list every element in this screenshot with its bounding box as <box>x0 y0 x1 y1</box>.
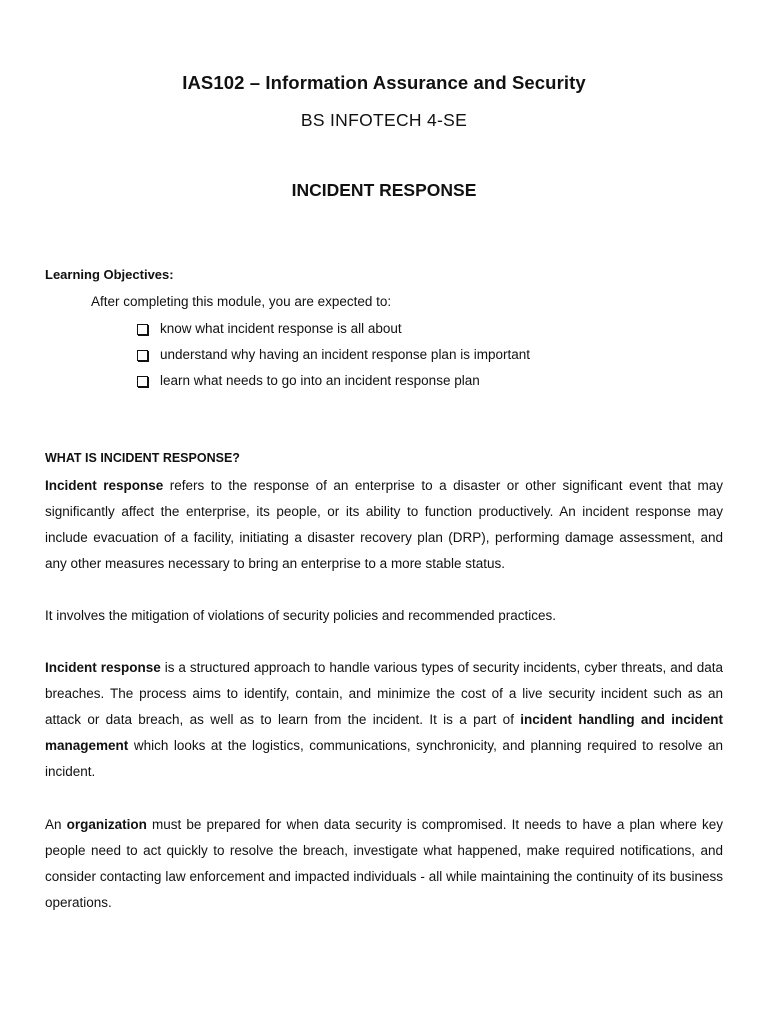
objective-text: understand why having an incident response plan is important <box>160 347 530 362</box>
module-title: INCIDENT RESPONSE <box>291 180 477 200</box>
paragraph-mitigation: It involves the mitigation of violations of security policies and recommended practices. <box>45 608 556 623</box>
learning-objectives-intro: After completing this module, you are expected to: <box>91 294 392 309</box>
bold-term: organization <box>66 817 147 832</box>
bold-term: Incident response <box>45 660 161 675</box>
bold-term: incident handling and incident management <box>45 712 724 753</box>
paragraph-text: which looks at the logistics, communications, synchronicity, and planning required to resolve an incident. <box>45 738 723 779</box>
list-item <box>135 346 530 372</box>
list-item <box>135 320 530 346</box>
paragraph-organization <box>45 812 723 916</box>
section-heading: WHAT IS INCIDENT RESPONSE? <box>45 451 240 465</box>
objective-text: know what incident response is all about <box>160 321 402 336</box>
bold-term: Incident response <box>45 478 164 493</box>
list-item <box>135 372 530 398</box>
learning-objectives-heading: Learning Objectives: <box>45 267 174 282</box>
checkbox-bullet-icon <box>137 324 148 335</box>
paragraph-definition <box>45 473 723 577</box>
objective-text: learn what needs to go into an incident response plan <box>160 373 480 388</box>
paragraph-text: refers to the response of an enterprise to a disaster or other significant event that may significantly affect the enterprise, its people, or its ability to function productively. An incident response may include evacuation of a facility, initiating a disaster recovery plan (DRP), performing damage assessment, and any other measures necessary to bring an enterprise to a more stable status. <box>45 478 723 571</box>
course-title: IAS102 – Information Assurance and Security <box>182 72 586 93</box>
checkbox-bullet-icon <box>137 350 148 361</box>
paragraph-approach <box>45 655 723 785</box>
paragraph-text: must be prepared for when data security is compromised. It needs to have a plan where key people need to act quickly to resolve the breach, investigate what happened, make required notifications, and consider contacting law enforcement and impacted individuals - all while maintaining the continuity of its business operations. <box>45 817 723 910</box>
checkbox-bullet-icon <box>137 376 148 387</box>
paragraph-text: is a structured approach to handle various types of security incidents, cyber threats, and data breaches. The process aims to identify, contain, and minimize the cost of a live security incident such as an attack or data breach, as well as to learn from the incident. It is a part of <box>45 660 724 727</box>
objectives-list <box>135 320 530 398</box>
program-name: BS INFOTECH 4-SE <box>300 110 468 130</box>
paragraph-text: An <box>45 817 67 832</box>
